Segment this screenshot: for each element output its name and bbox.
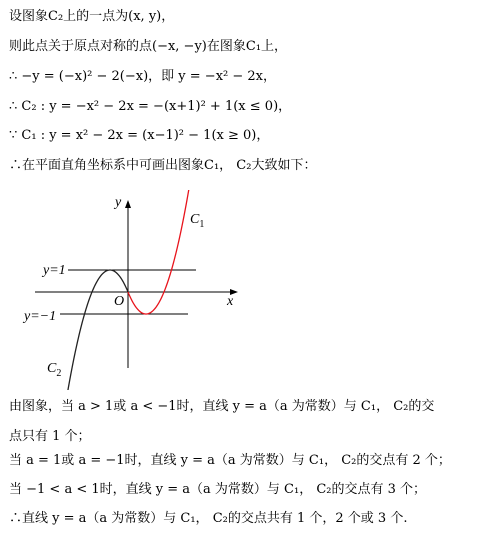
- text-line-9: 当 a = 1或 a = −1时，直线 y = a（a 为常数）与 C₁， C₂的交点有 2 个；: [9, 453, 451, 468]
- y-axis-label: y: [115, 195, 122, 210]
- x-axis-label: x: [227, 294, 234, 309]
- curve-c1-label: [190, 212, 204, 230]
- text-line-11: ∴直线 y = a（a 为常数）与 C₁， C₂的交点共有 1 个，2 个或 3 个.: [9, 511, 408, 526]
- text-line-3: ∴ −y = (−x)² − 2(−x)，即 y = −x² − 2x，: [9, 69, 277, 84]
- text-line-2: 则此点关于原点对称的点(−x, −y)在图象C₁上，: [9, 39, 288, 54]
- line-y-1-label: y=1: [43, 263, 66, 278]
- text-line-8: 点只有 1 个；: [9, 429, 91, 444]
- text-line-5: ∵ C₁ : y = x² − 2x = (x−1)² − 1(x ≥ 0)，: [9, 128, 270, 143]
- curve-c2-label: [47, 361, 61, 379]
- text-line-4: ∴ C₂ : y = −x² − 2x = −(x+1)² + 1(x ≤ 0)，: [9, 99, 292, 114]
- text-line-1: 设图象C₂上的一点为(x, y)，: [9, 9, 175, 24]
- curve-c1-letter: C: [190, 212, 200, 227]
- origin-label: O: [114, 294, 125, 309]
- curve-c2-subscript: 2: [56, 368, 62, 379]
- text-line-7: 由图象，当 a > 1或 a < −1时，直线 y = a（a 为常数）与 C₁， C₂的交: [9, 399, 435, 414]
- text-line-10: 当 −1 < a < 1时，直线 y = a（a 为常数）与 C₁， C₂的交点有 3 个；: [9, 482, 427, 497]
- curve-c1-subscript: 1: [199, 219, 205, 230]
- curve-c2: [67, 270, 128, 390]
- text-line-6: ∴在平面直角坐标系中可画出图象C₁， C₂大致如下：: [9, 158, 317, 173]
- curve-c1: [128, 190, 193, 314]
- function-graph: [0, 190, 280, 390]
- line-y-minus-1-label: y=−1: [24, 309, 57, 324]
- curve-c2-letter: C: [47, 361, 57, 376]
- y-axis-arrow: [125, 200, 131, 208]
